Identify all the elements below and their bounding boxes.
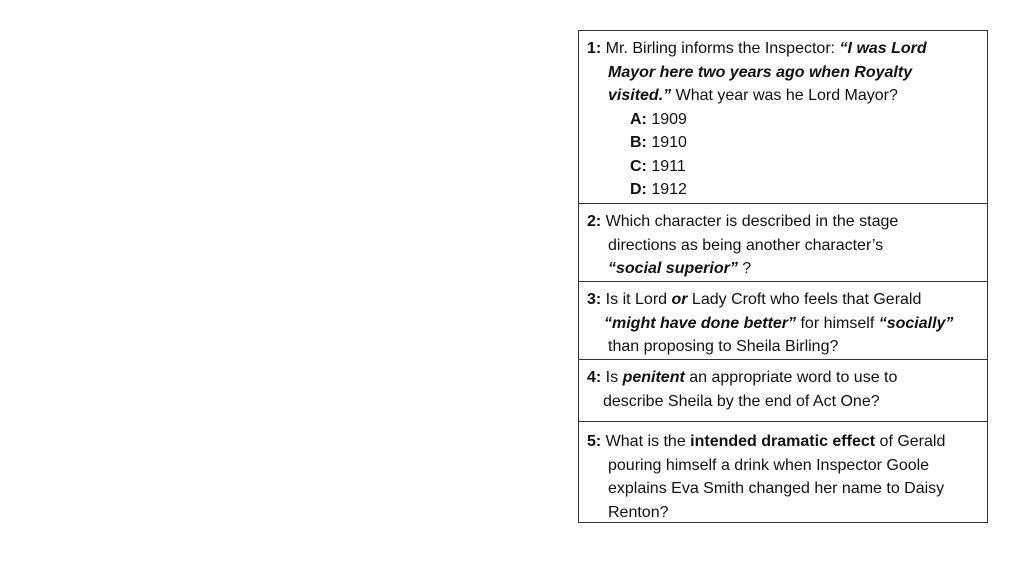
question-4-text-3: describe Sheila by the end of Act One? <box>603 392 880 410</box>
question-3-number: 3: <box>587 291 602 308</box>
option-d-value: 1912 <box>646 181 687 198</box>
question-3-line-1 <box>587 288 979 312</box>
option-b <box>587 131 979 155</box>
question-5-text-2: of Gerald <box>875 433 946 450</box>
question-5-text-3: pouring himself a drink when Inspector Goole <box>608 456 930 474</box>
question-5-number: 5: <box>587 433 602 450</box>
question-4-number: 4: <box>587 369 602 386</box>
question-1-quote-start: “I was Lord <box>839 40 927 57</box>
question-5-line-3 <box>587 477 979 501</box>
question-4-line-2 <box>587 390 979 414</box>
question-2-text-2: directions as being another character’s <box>608 236 884 254</box>
option-d <box>587 178 979 202</box>
question-1-line-2 <box>587 61 979 85</box>
question-1-line-1 <box>587 37 979 61</box>
option-b-label: B: <box>630 134 647 151</box>
question-5-term: intended dramatic effect <box>690 433 876 450</box>
question-4 <box>579 360 987 422</box>
question-2-text: Which character is described in the stage <box>601 213 899 230</box>
question-3-quote-1: “might have done better” <box>604 314 797 332</box>
question-1-number: 1: <box>587 40 602 57</box>
option-c-label: C: <box>630 157 647 175</box>
question-5 <box>579 422 987 522</box>
question-4-word: penitent <box>622 369 685 386</box>
question-3 <box>579 282 987 360</box>
question-5-line-4 <box>587 501 979 525</box>
question-1-quote-middle: Mayor here two years ago when Royalty <box>608 63 913 81</box>
question-5-line-2 <box>587 454 979 478</box>
option-c-value: 1911 <box>646 157 686 175</box>
question-4-text: Is <box>601 369 623 386</box>
question-3-line-3 <box>587 335 979 359</box>
question-3-text-4: than proposing to Sheila Birling? <box>608 338 839 355</box>
question-2-quote: “social superior” <box>608 260 738 277</box>
question-2-line-3 <box>587 257 979 281</box>
question-1-prompt: What year was he Lord Mayor? <box>671 87 898 104</box>
option-a-label: A: <box>630 110 647 128</box>
quiz-table <box>578 30 988 523</box>
question-2 <box>579 204 987 282</box>
question-1-quote-end: visited.” <box>608 87 672 104</box>
option-a-value: 1909 <box>646 110 687 128</box>
option-b-value: 1910 <box>646 134 687 151</box>
question-2-suffix: ? <box>737 260 752 277</box>
question-2-number: 2: <box>587 213 602 230</box>
option-a <box>587 108 979 132</box>
question-1-line-3 <box>587 84 979 108</box>
question-3-text: Is it Lord <box>601 291 672 308</box>
question-3-line-2 <box>587 312 979 336</box>
question-5-text-4: explains Eva Smith changed her name to Daisy <box>608 480 945 497</box>
question-2-line-1 <box>587 210 979 234</box>
question-3-text-3: for himself <box>796 314 879 332</box>
question-4-line-1 <box>587 366 979 390</box>
question-5-text-5: Renton? <box>608 503 669 521</box>
question-5-line-1 <box>587 430 979 454</box>
question-1 <box>579 31 987 204</box>
question-5-text: What is the <box>601 433 691 450</box>
question-4-text-2: an appropriate word to use to <box>684 369 898 386</box>
option-d-label: D: <box>630 181 647 198</box>
question-3-or: or <box>671 291 688 308</box>
question-2-line-2 <box>587 234 979 258</box>
question-3-quote-2: “socially” <box>878 314 954 332</box>
question-3-text-2: Lady Croft who feels that Gerald <box>687 291 922 308</box>
option-c <box>587 155 979 179</box>
question-1-text: Mr. Birling informs the Inspector: <box>601 40 840 57</box>
